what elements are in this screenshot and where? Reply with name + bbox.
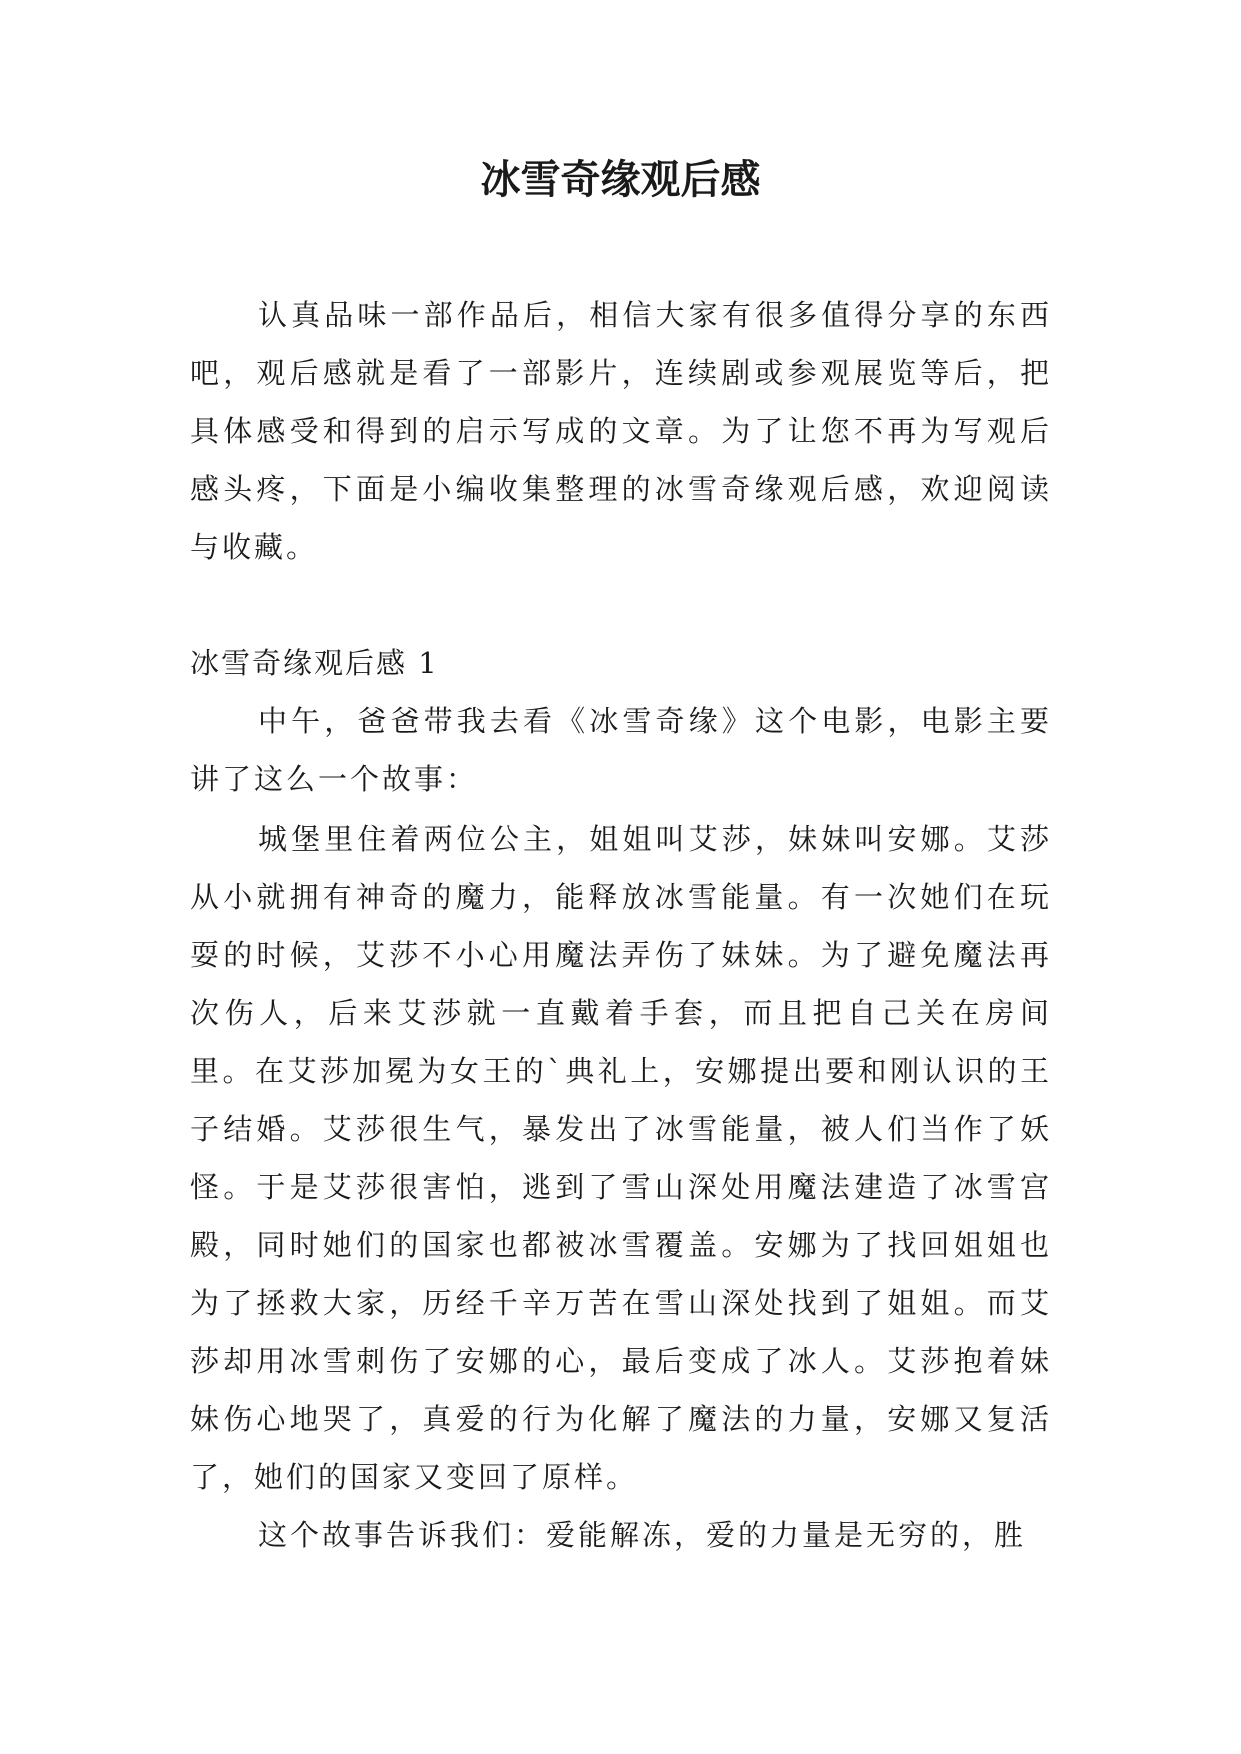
section-paragraph: 这个故事告诉我们：爱能解冻，爱的力量是无穷的，胜 bbox=[258, 1518, 1027, 1552]
document-title: 冰雪奇缘观后感 bbox=[480, 157, 761, 203]
section-heading: 冰雪奇缘观后感 1 bbox=[190, 646, 439, 680]
section-paragraph: 城堡里住着两位公主，姐姐叫艾莎，妹妹叫安娜。艾莎从小就拥有神奇的魔力，能释放冰雪能量。有一次她们在玩耍的时候，艾莎不小心用魔法弄伤了妹妹。为了避免魔法再次伤人，后来艾莎就一直戴着手套，而且把自己关在房间里。在艾莎加冕为女王的`典礼上，安娜提出要和刚认识的王子结婚。艾莎很生气，暴发出了冰雪能量，被人们当作了妖怪。于是艾莎很害怕，逃到了雪山深处用魔法建造了冰雪宫殿，同时她们的国家也都被冰雪覆盖。安娜为了找回姐姐也为了拯救大家，历经千辛万苦在雪山深处找到了姐姐。而艾莎却用冰雪刺伤了安娜的心，最后变成了冰人。艾莎抱着妹妹伤心地哭了，真爱的行为化解了魔法的力量，安娜又复活了，她们的国家又变回了原样。 bbox=[190, 822, 1052, 1494]
section-paragraph: 中午，爸爸带我去看《冰雪奇缘》这个电影，电影主要讲了这么一个故事： bbox=[190, 704, 1052, 796]
intro-paragraph: 认真品味一部作品后，相信大家有很多值得分享的东西吧，观后感就是看了一部影片，连续剧或参观展览等后，把具体感受和得到的启示写成的文章。为了让您不再为写观后感头疼，下面是小编收集整理的冰雪奇缘观后感，欢迎阅读与收藏。 bbox=[190, 298, 1052, 564]
